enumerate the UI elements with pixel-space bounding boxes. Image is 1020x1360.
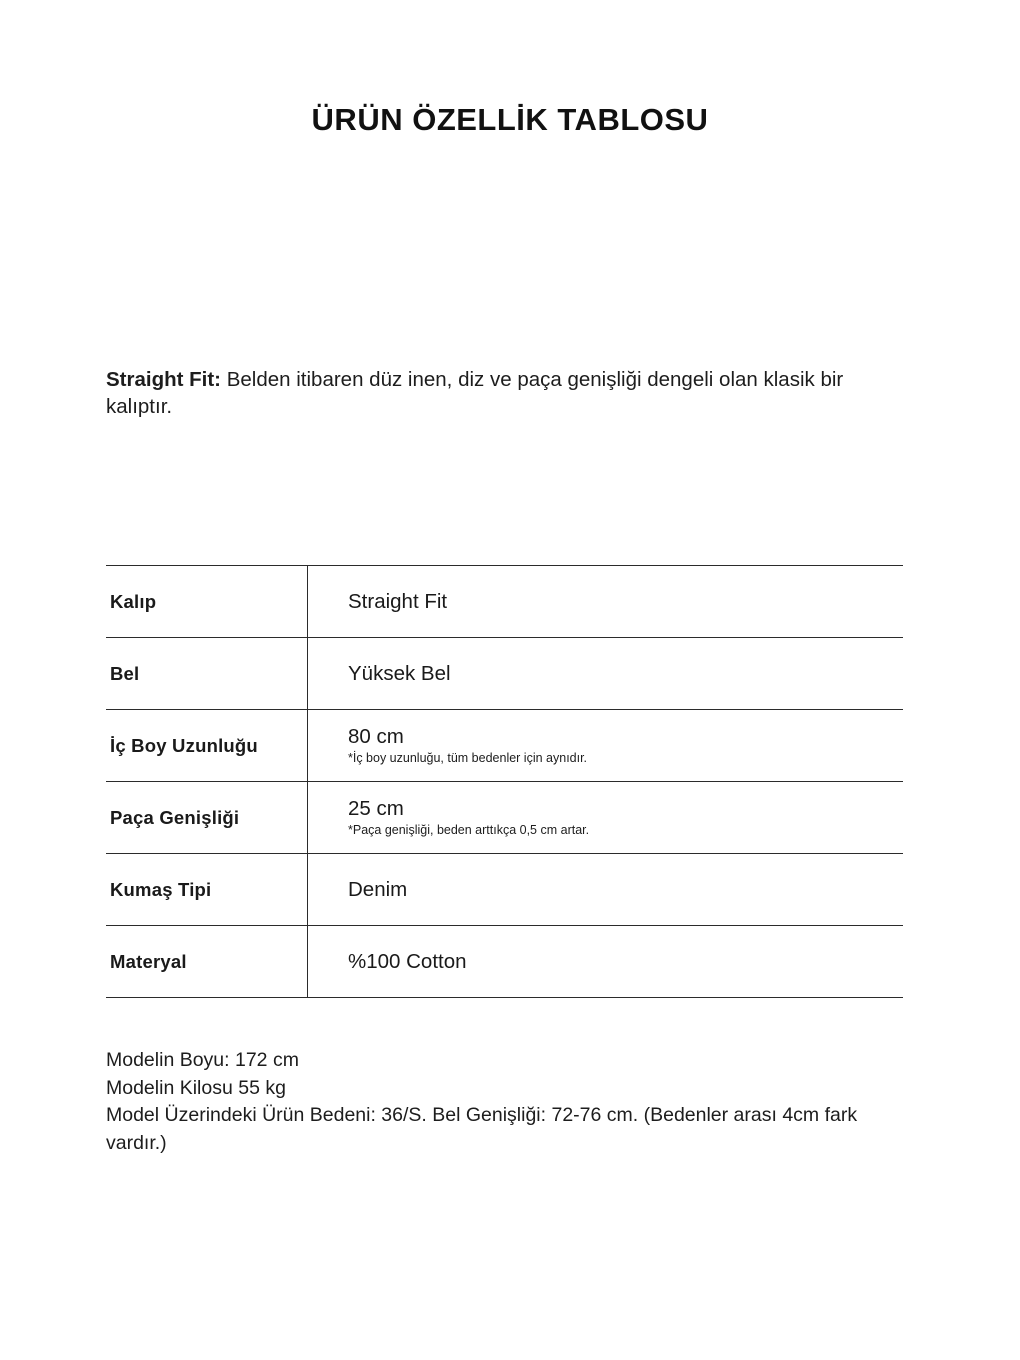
spec-value xyxy=(308,710,904,782)
spec-value xyxy=(308,854,904,926)
spec-value-main: Denim xyxy=(348,877,408,901)
fit-description xyxy=(106,366,896,421)
spec-value-main: Straight Fit xyxy=(348,589,448,613)
spec-label: Bel xyxy=(106,638,308,710)
spec-label: Kalıp xyxy=(106,566,308,638)
specification-table xyxy=(106,565,903,998)
fit-description-text: Belden itibaren düz inen, diz ve paça genişliği dengeli olan klasik bir kalıptır. xyxy=(106,367,844,419)
model-height: Modelin Boyu: 172 cm xyxy=(106,1049,299,1071)
spec-label: Materyal xyxy=(106,926,308,998)
spec-value xyxy=(308,566,904,638)
spec-value-note: *Paça genişliği, beden arttıkça 0,5 cm artar. xyxy=(348,822,590,837)
spec-label: Paça Genişliği xyxy=(106,782,308,854)
spec-value xyxy=(308,782,904,854)
fit-description-lead: Straight Fit: xyxy=(106,367,222,391)
spec-value-main: %100 Cotton xyxy=(348,949,467,973)
spec-value-main: 25 cm xyxy=(348,797,404,821)
table-row xyxy=(106,566,903,638)
page-title: ÜRÜN ÖZELLİK TABLOSU xyxy=(311,102,709,137)
spec-value xyxy=(308,638,904,710)
table-row xyxy=(106,638,903,710)
model-weight: Modelin Kilosu 55 kg xyxy=(106,1076,286,1099)
model-size: Model Üzerindeki Ürün Bedeni: 36/S. Bel Genişliği: 72-76 cm. (Bedenler arası 4cm fark vardır.) xyxy=(106,1104,863,1155)
spec-label: İç Boy Uzunluğu xyxy=(106,710,308,782)
spec-value xyxy=(308,926,904,998)
table-row xyxy=(106,854,903,926)
table-row xyxy=(106,782,903,854)
spec-value-note: *İç boy uzunluğu, tüm bedenler için aynıdır. xyxy=(348,750,588,765)
spec-label: Kumaş Tipi xyxy=(106,854,308,926)
spec-value-main: 80 cm xyxy=(348,725,404,749)
model-info xyxy=(106,1047,896,1158)
spec-value-main: Yüksek Bel xyxy=(348,661,451,685)
table-row xyxy=(106,710,903,782)
table-row xyxy=(106,926,903,998)
